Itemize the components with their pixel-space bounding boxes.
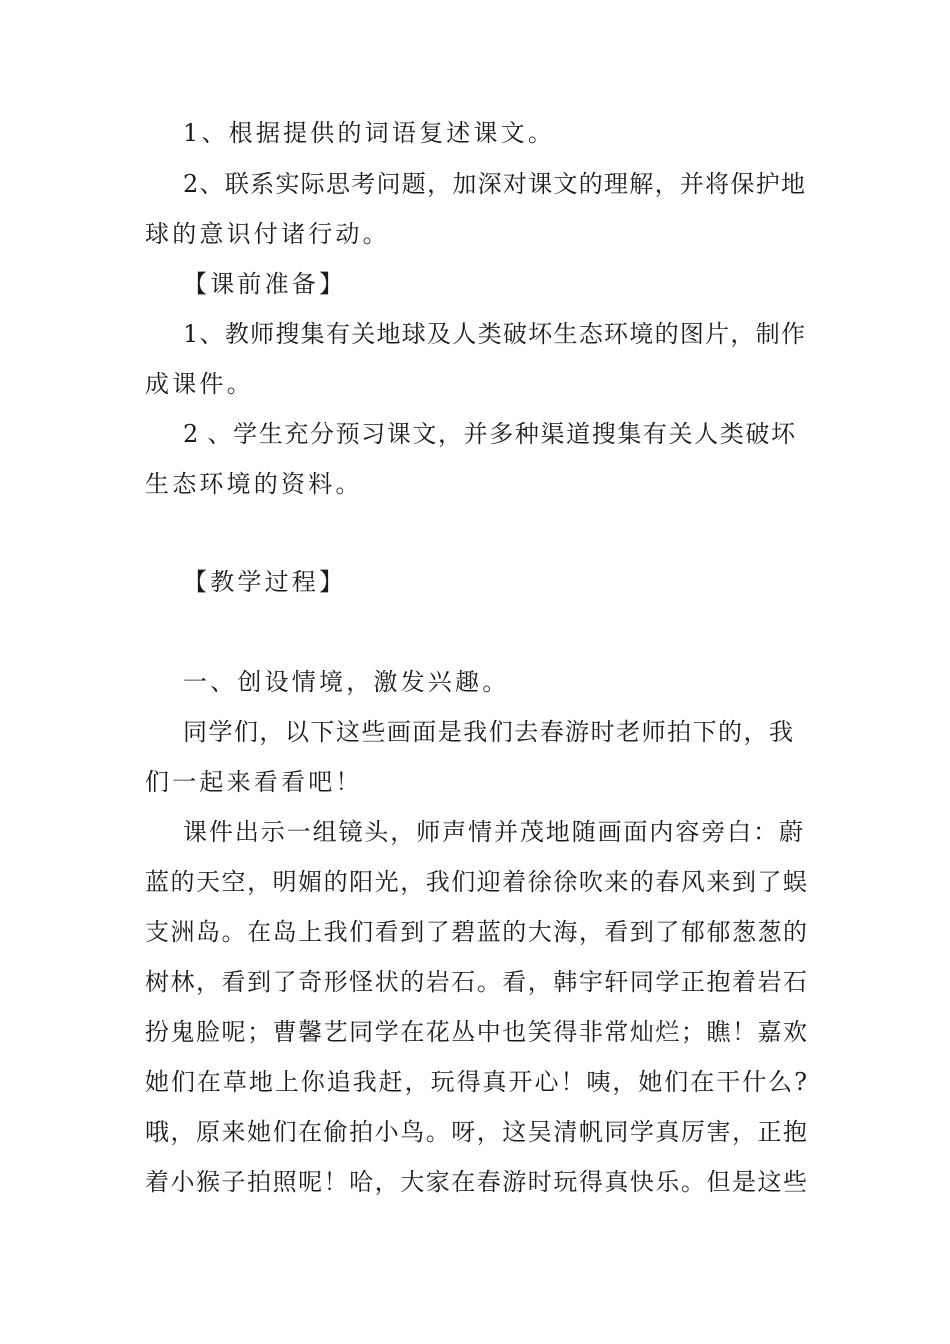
- paragraph-2-line-1: 课件出示一组镜头，师声情并茂地随画面内容旁白：蔚: [183, 818, 803, 846]
- prep-item-1-line-1: 1、教师搜集有关地球及人类破坏生态环境的图片，制作: [183, 320, 805, 348]
- prep-item-2-line-1: 2 、学生充分预习课文，并多种渠道搜集有关人类破坏: [183, 420, 795, 448]
- paragraph-2-line-2: 蓝的天空，明媚的阳光，我们迎着徐徐吹来的春风来到了蜈: [145, 868, 807, 896]
- paragraph-2-line-6: 她们在草地上你追我赶，玩得真开心！咦，她们在干什么?: [145, 1068, 807, 1096]
- section-1-title: 一、创设情境，激发兴趣。: [183, 668, 510, 696]
- paragraph-2-line-8: 着小猴子拍照呢！哈，大家在春游时玩得真快乐。但是这些: [145, 1168, 807, 1196]
- goal-item-2-line-2: 球的意识付诸行动。: [145, 220, 390, 248]
- paragraph-2-line-7: 哦，原来她们在偷拍小鸟。呀，这吴清帆同学真厉害，正抱: [145, 1118, 807, 1146]
- prep-item-1-line-2: 成课件。: [145, 370, 254, 398]
- goal-item-1: 1、根据提供的词语复述课文。: [183, 119, 556, 147]
- prep-heading: 【课前准备】: [183, 270, 347, 298]
- goal-item-2-line-1: 2、联系实际思考问题，加深对课文的理解，并将保护地: [183, 170, 805, 198]
- process-heading: 【教学过程】: [183, 568, 347, 596]
- prep-item-2-line-2: 生态环境的资料。: [145, 470, 363, 498]
- paragraph-1-line-1: 同学们，以下这些画面是我们去春游时老师拍下的，我: [183, 718, 793, 746]
- paragraph-2-line-3: 支洲岛。在岛上我们看到了碧蓝的大海，看到了郁郁葱葱的: [145, 918, 807, 946]
- paragraph-2-line-5: 扮鬼脸呢；曹馨艺同学在花丛中也笑得非常灿烂；瞧！嘉欢: [145, 1018, 807, 1046]
- paragraph-2-line-4: 树林，看到了奇形怪状的岩石。看，韩宇轩同学正抱着岩石: [145, 968, 807, 996]
- paragraph-1-line-2: 们一起来看看吧！: [145, 768, 363, 796]
